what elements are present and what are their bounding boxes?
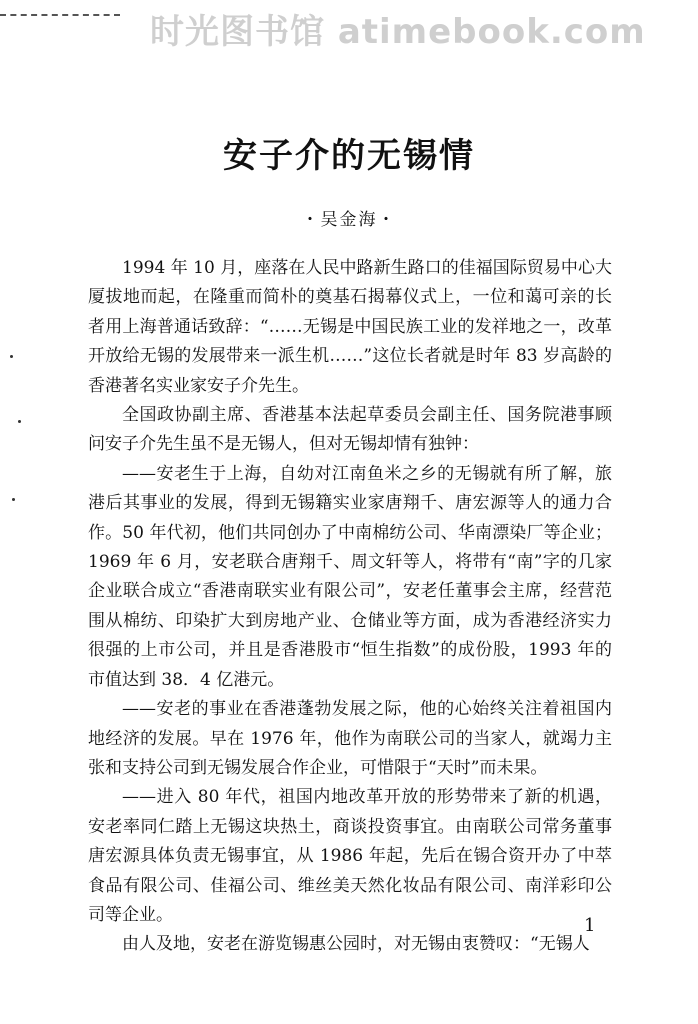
paragraph: ——进入 80 年代，祖国内地改革开放的形势带来了新的机遇，安老率同仁踏上无锡这块热土，商谈投资事宜。由南联公司常务董事唐宏源具体负责无锡事宜，从 1986 年起，先后在锡合资开办了中萃食品有限公司、佳福公司、维丝美天然化妆品有限公司、南洋彩印公司等企业。 [88,787,612,925]
watermark: 时光图书馆 atimebook.com [150,12,646,52]
scan-speck [12,498,15,501]
article-body [88,254,612,960]
paragraph: ——安老生于上海，自幼对江南鱼米之乡的无锡就有所了解，旅港后其事业的发展，得到无锡籍实业家唐翔千、唐宏源等人的通力合作。50 年代初，他们共同创办了中南棉纺公司、华南漂染厂等企业；1969 年 6 月，安老联合唐翔千、周文轩等人，将带有“南”字的几家企业联合成立“香港南联实业有限公司”，安老任董事会主席，经营范围从棉纺、印染扩大到房地产业、仓储业等方面，成为香港经济实力很强的上市公司，并且是香港股市“恒生指数”的成份股，1993 年的市值达到 38．4 亿港元。 [88,463,612,690]
page-number: 1 [584,915,596,936]
article-author: ・吴金海・ [301,210,397,230]
paragraph: 1994 年 10 月，座落在人民中路新生路口的佳福国际贸易中心大厦拔地而起，在隆重而简朴的奠基石揭幕仪式上，一位和蔼可亲的长者用上海普通话致辞：“……无锡是中国民族工业的发祥地之一，改革开放给无锡的发展带来一派生机……”这位长者就是时年 83 岁高龄的香港著名实业家安子介先生。 [88,258,612,396]
paragraph: ——安老的事业在香港蓬勃发展之际，他的心始终关注着祖国内地经济的发展。早在 1976 年，他作为南联公司的当家人，就竭力主张和支持公司到无锡发展合作企业，可惜限于“天时”而未果。 [88,699,612,778]
paragraph: 全国政协副主席、香港基本法起草委员会副主任、国务院港事顾问安子介先生虽不是无锡人，但对无锡却情有独钟： [88,405,612,455]
article-title: 安子介的无锡情 [223,136,475,176]
paragraph: 由人及地，安老在游览锡惠公园时，对无锡由衷赞叹：“无锡人 [122,934,590,955]
scan-speck [18,420,21,423]
header-dash-line [0,14,120,16]
scan-speck [10,355,13,358]
